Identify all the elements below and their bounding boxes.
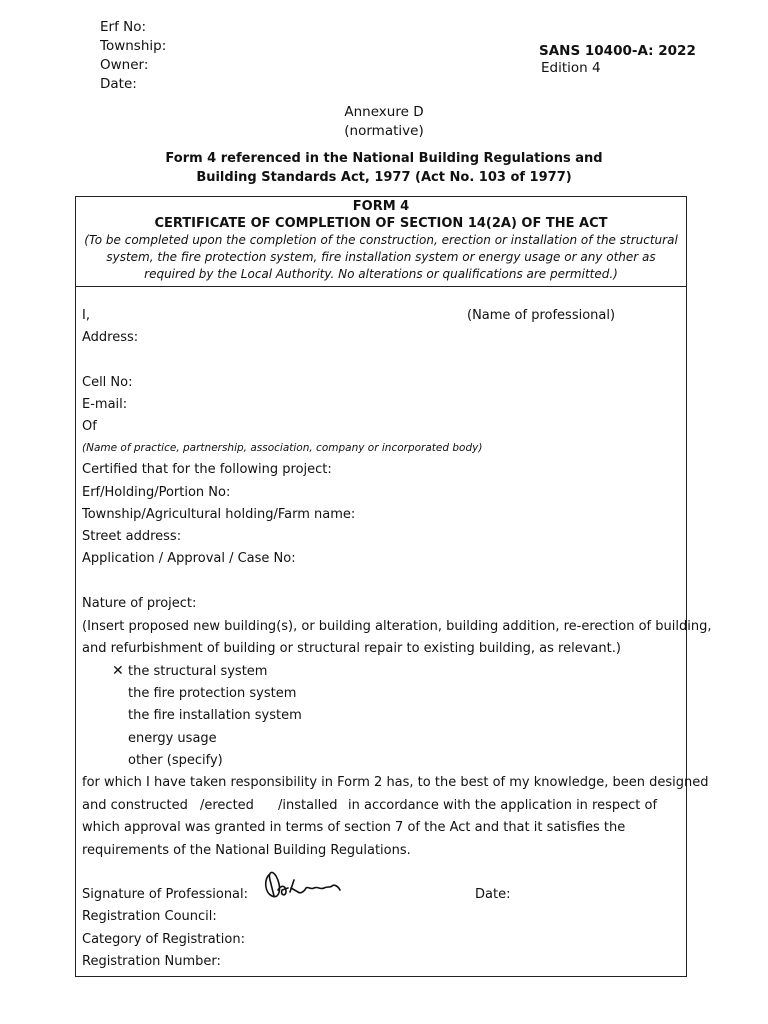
form-instructions: (To be completed upon the completion of the construction, erection or installation of the structural system, the fire protection system, fire installation system or energy usage or any other as required by the Local Authority. No alterations or qualifications are permitted.) bbox=[84, 233, 678, 281]
owner-label: Owner: bbox=[100, 57, 149, 73]
reference-line-2: Building Standards Act, 1977 (Act No. 103 of 1977) bbox=[196, 170, 572, 185]
nature-of-project-label: Nature of project: bbox=[82, 596, 197, 611]
handwritten-signature bbox=[260, 866, 344, 902]
application-no-label: Application / Approval / Case No: bbox=[82, 551, 296, 566]
erf-no-label: Erf No: bbox=[100, 19, 147, 35]
annex-heading bbox=[0, 103, 768, 141]
statement-line-1: for which I have taken responsibility in Form 2 has, to the best of my knowledge, been designed bbox=[82, 775, 709, 790]
i-label: I, bbox=[82, 308, 90, 323]
project-instruction-line-1: (Insert proposed new building(s), or building alteration, building addition, re-erection of building, bbox=[82, 619, 712, 634]
practice-note: (Name of practice, partnership, association, company or incorporated body) bbox=[82, 442, 483, 454]
option-structural-system: the structural system bbox=[128, 664, 268, 679]
reference-line-1: Form 4 referenced in the National Building Regulations and bbox=[165, 151, 603, 166]
form-header bbox=[76, 197, 686, 287]
form-subtitle: CERTIFICATE OF COMPLETION OF SECTION 14(2A) OF THE ACT bbox=[154, 216, 608, 231]
signoff-date-label: Date: bbox=[475, 887, 511, 902]
township-label: Township: bbox=[100, 38, 167, 54]
signature-label: Signature of Professional: bbox=[82, 887, 249, 902]
erf-holding-label: Erf/Holding/Portion No: bbox=[82, 485, 231, 500]
address-label: Address: bbox=[82, 330, 139, 345]
option-fire-installation-system: the fire installation system bbox=[128, 708, 302, 723]
statement-line-2a: and constructed bbox=[82, 798, 188, 813]
cell-no-label: Cell No: bbox=[82, 375, 133, 390]
standard-code: SANS 10400-A: 2022 bbox=[539, 43, 696, 59]
township-farm-label: Township/Agricultural holding/Farm name: bbox=[82, 507, 356, 522]
name-of-professional-label: (Name of professional) bbox=[467, 308, 616, 323]
registration-number-label: Registration Number: bbox=[82, 954, 221, 969]
statement-line-2b: /erected bbox=[200, 798, 254, 813]
annex-title: Annexure D bbox=[344, 104, 424, 120]
registration-council-label: Registration Council: bbox=[82, 909, 217, 924]
statement-line-2c: /installed bbox=[278, 798, 338, 813]
form-title: FORM 4 bbox=[352, 199, 410, 214]
option-other-specify: other (specify) bbox=[128, 753, 223, 768]
registration-category-label: Category of Registration: bbox=[82, 932, 245, 947]
of-label: Of bbox=[82, 419, 97, 434]
statement-line-2d: in accordance with the application in respect of bbox=[348, 798, 658, 813]
option-energy-usage: energy usage bbox=[128, 731, 217, 746]
form-reference bbox=[0, 149, 768, 187]
date-label: Date: bbox=[100, 76, 137, 92]
statement-line-4: requirements of the National Building Regulations. bbox=[82, 843, 411, 858]
email-label: E-mail: bbox=[82, 397, 128, 412]
project-instruction-line-2: and refurbishment of building or structural repair to existing building, as relevant.) bbox=[82, 641, 621, 656]
statement-line-3: which approval was granted in terms of section 7 of the Act and that it satisfies the bbox=[82, 820, 626, 835]
standard-edition: Edition 4 bbox=[541, 60, 601, 76]
street-address-label: Street address: bbox=[82, 529, 182, 544]
certified-label: Certified that for the following project: bbox=[82, 462, 332, 477]
cross-mark-icon: ✕ bbox=[112, 663, 124, 679]
annex-type: (normative) bbox=[344, 123, 424, 139]
option-fire-protection-system: the fire protection system bbox=[128, 686, 297, 701]
